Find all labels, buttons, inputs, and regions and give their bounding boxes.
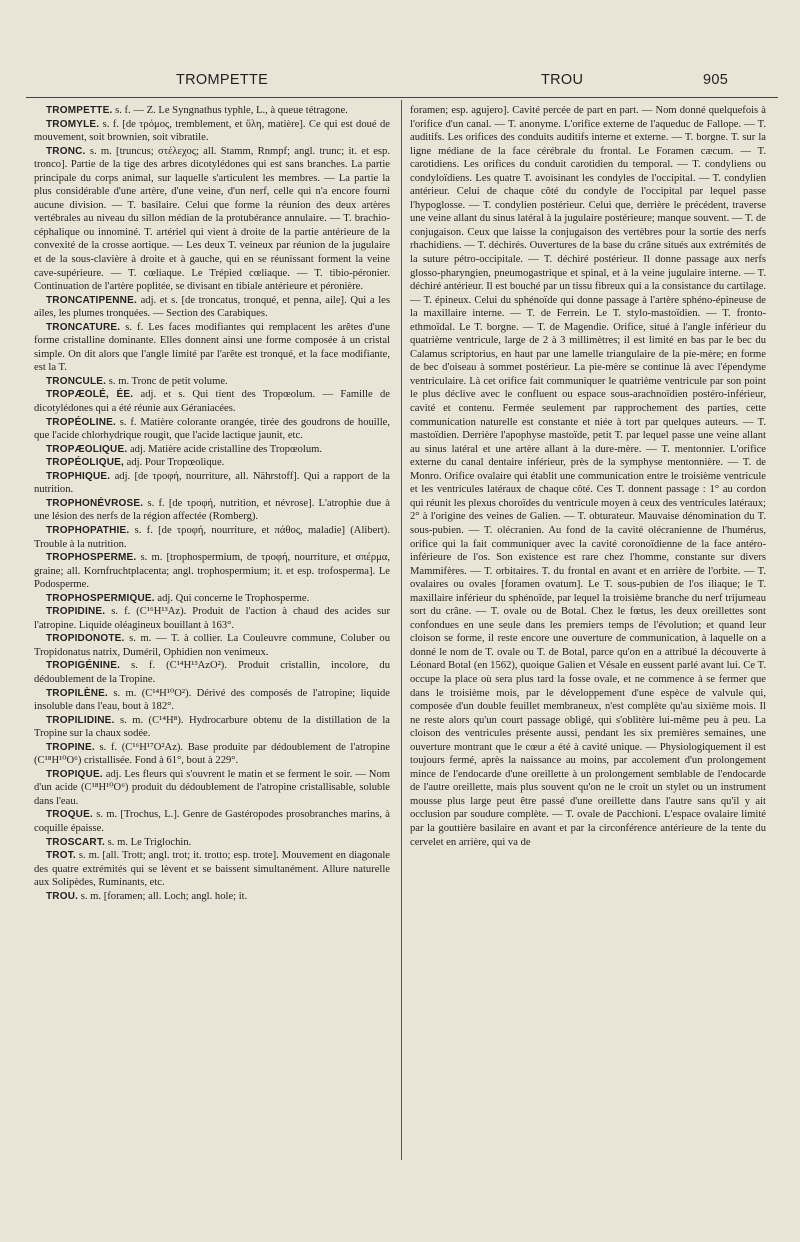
entry-definition: adj. Pour Tropœolique. xyxy=(123,457,225,469)
entry-definition: adj. et s. [de troncatus, tronqué, et penna, aile]. Qui a les ailes, les plumes tronquées. — Section des Carabiques. xyxy=(34,294,390,320)
entry-definition: s. m. (C¹⁴H¹⁰O²). Dérivé des composés de l'atropine; liquide insoluble dans l'eau, bout à 182°. xyxy=(34,687,390,713)
entry-definition: s. m. (C¹⁴H⁸). Hydrocarbure obtenu de la distillation de la Tropine sur la chaux sodée. xyxy=(34,714,390,740)
entry-headword: TROU. xyxy=(46,890,79,902)
header-rule xyxy=(26,97,778,98)
page-number: 905 xyxy=(703,72,729,88)
entry-headword: TROPÉOLIQUE, xyxy=(46,457,124,469)
entry-headword: TROPÆOLIQUE. xyxy=(46,443,128,455)
entry-definition: s. f. (C¹⁶H¹³Az). Produit de l'action à chaud des acides sur l'atropine. Liquide oléagineux bouillant à 163°. xyxy=(34,606,390,631)
column-divider xyxy=(401,100,402,1160)
dictionary-entry xyxy=(34,551,390,592)
entry-definition: s. m. [trophospermium, de τροφή, nourriture, et σπέρμα, graine; all. Kornfruchtplacenta; angl. trophospermium; it. et esp. trofosperma]. Le Podosperme. xyxy=(34,552,390,591)
entry-definition: s. m. [foramen; all. Loch; angl. hole; it. xyxy=(78,890,248,902)
dictionary-entry xyxy=(34,416,390,443)
entry-headword: TROPHONÉVROSE. xyxy=(46,497,144,509)
entry-headword: TROT. xyxy=(46,850,76,862)
entry-headword: TROPIDINE. xyxy=(46,606,106,618)
entry-definition: adj. Les fleurs qui s'ouvrent le matin et se ferment le soir. — Nom d'un acide (C¹⁸H¹⁰O⁶) produit du dédoublement de l'atropine cristallisable, soluble dans l'eau. xyxy=(34,768,390,807)
entry-headword: TROPIGÉNINE. xyxy=(46,660,121,672)
dictionary-entry xyxy=(34,605,390,632)
entry-headword: TROPHOPATHIE. xyxy=(46,524,130,536)
dictionary-entry xyxy=(34,388,390,415)
dictionary-entry xyxy=(34,524,390,551)
dictionary-entry xyxy=(34,470,390,497)
dictionary-entry xyxy=(34,145,390,294)
entry-headword: TROPHOSPERME. xyxy=(46,552,137,564)
entry-headword: TRONCATIPENNE. xyxy=(46,294,137,306)
entry-definition: s. m. — T. à collier. La Couleuvre commune, Coluber ou Tropidonatus natrix, Duméril, Ophidien non venimeux. xyxy=(34,633,390,658)
entry-headword: TROPILÈNE. xyxy=(46,687,109,699)
entry-definition: adj. Matière acide cristalline des Tropœolum. xyxy=(127,443,323,455)
entry-definition: s. m. Tronc de petit volume. xyxy=(106,375,228,387)
entry-headword: TROPHOSPERMIQUE. xyxy=(46,592,155,604)
entry-definition: s. f. [de τρόμος, tremblement, et ὕλη, matière]. Ce qui est doué de mouvement, soit brownien, soit vibratile. xyxy=(34,118,390,144)
entry-headword: TROPHIQUE. xyxy=(46,470,111,482)
dictionary-entry xyxy=(34,714,390,741)
entry-headword: TROPÆOLÉ, ÉE. xyxy=(46,389,134,401)
entry-headword: TROPINE. xyxy=(46,741,95,753)
entry-definition: adj. Qui concerne le Trophosperme. xyxy=(154,592,310,604)
entry-definition: s. f. (C¹⁶H¹⁷O²Az). Base produite par dédoublement de l'atropine (C¹⁸H¹⁰O⁶) cristallisée. Fond à 61°, bout à 229°. xyxy=(34,741,390,767)
dictionary-entry xyxy=(34,659,390,686)
entry-definition: adj. et s. Qui tient des Tropœolum. — Famille de dicotylédones qui a été réunie aux Géraniacées. xyxy=(34,389,390,415)
dictionary-entry xyxy=(34,632,390,659)
entry-headword: TROPIQUE. xyxy=(46,768,103,780)
dictionary-entry xyxy=(34,808,390,835)
right-column xyxy=(410,104,766,849)
entry-headword: TROSCART. xyxy=(46,836,106,848)
dictionary-entry xyxy=(34,443,390,457)
entry-headword: TRONCATURE. xyxy=(46,321,121,333)
dictionary-entry xyxy=(34,456,390,470)
dictionary-entry xyxy=(34,118,390,145)
entry-definition: s. m. Le Triglochin. xyxy=(105,836,192,848)
dictionary-entry xyxy=(34,104,390,118)
entry-headword: TROPILIDINE. xyxy=(46,714,115,726)
left-column xyxy=(34,104,390,903)
dictionary-entry xyxy=(34,890,390,904)
dictionary-entry xyxy=(34,836,390,850)
entry-definition: adj. [de τροφή, nourriture, all. Nährstoff]. Qui a rapport de la nutrition. xyxy=(34,470,390,496)
entry-headword: TROMPETTE. xyxy=(46,105,113,116)
dictionary-entry xyxy=(34,321,390,375)
dictionary-entry xyxy=(34,294,390,321)
dictionary-entry xyxy=(34,592,390,606)
dictionary-entry xyxy=(34,375,390,389)
entry-headword: TROPIDONOTE. xyxy=(46,633,125,645)
header-left-word: TROMPETTE xyxy=(176,72,269,88)
entry-definition: s. f. — Z. Le Syngnathus typhle, L., à queue tétragone. xyxy=(112,105,348,116)
dictionary-entry xyxy=(34,741,390,768)
entry-headword: TROMYLE. xyxy=(46,118,100,130)
dictionary-entry xyxy=(34,497,390,524)
entry-definition: s. m. [truncus; στέλεχος; all. Stamm, Rnmpf; angl. trunc; it. et esp. tronco]. Partie de la tige des arbres dicotylédones qui est sans branches. La partie principale du corps animal, sur laquelle s'articulent les membres. — La partie la plus considérable d'une artère, d'une veine, d'un nerf, celle qui n'a encore fourni aucune division. — T. basilaire. Celui que forme la réunion des deux artères vertébrales au niveau du sillon médian de la protubérance annulaire. — T. brachio-céphalique ou innominé. T. artériel qui vient à droite de la partie antérieure de la convexité de la crosse aortique. — Les deux T. veineux par réunion de la jugulaire et de la sous-clavière à droite et à gauche, qui en se réunissant forment la veine cave-supérieure. — T. cœliaque. Le Trépied cœliaque. — T. tibio-péronier. Continuation de l'artère poplitée, se divisant en tibiale antérieure et péronière. xyxy=(34,145,390,293)
entry-headword: TROPÉOLINE. xyxy=(46,416,116,428)
entry-definition: s. f. Matière colorante orangée, tirée des goudrons de houille, que l'acide chlorhydrique rougit, que l'acide lactique jaunit, etc. xyxy=(34,416,390,442)
entry-headword: TRONCULE. xyxy=(46,375,107,387)
dictionary-entry xyxy=(34,849,390,890)
running-header xyxy=(0,72,800,92)
entry-definition: s. m. [Trochus, L.]. Genre de Gastéropodes prosobranches marins, à coquille épaisse. xyxy=(34,809,390,834)
entry-definition: s. f. (C¹⁴H¹³AzO²). Produit cristallin, incolore, du dédoublement de la Tropine. xyxy=(34,660,390,685)
entry-definition: s. m. [all. Trott; angl. trot; it. trotto; esp. trote]. Mouvement en diagonale des quatre extrémités qui se lèvent et se baissent simultanément. Allure naturelle aux Solipèdes, Ruminants, etc. xyxy=(34,850,390,889)
entry-headword: TRONC. xyxy=(46,145,86,157)
entry-headword: TROQUE. xyxy=(46,809,93,821)
dictionary-entry xyxy=(34,768,390,809)
dictionary-entry xyxy=(34,687,390,714)
entry-definition: s. f. Les faces modifiantes qui remplacent les arêtes d'une forme cristalline dominante. Elles donnent ainsi une forme composée à un cristal simple. On dit alors que l'angle limité par l'arête est tronqué, et la face modifiante, est la T. xyxy=(34,321,390,374)
entry-continuation: foramen; esp. agujero]. Cavité percée de part en part. — Nom donné quelquefois à l'orifice d'un canal. — T. anonyme. L'orifice externe de l'aqueduc de Fallope. — T. auditifs. Les orifices des conduits auditifs interne et externe. — T. borgne. T. sur la ligne médiane de la face cérébrale du frontal. Le Foramen cæcum. — T. carotidiens. Les orifices du conduit carotidien du temporal. — T. condyliens ou condyloïdiens. Les quatre T. avoisinant les condyles de l'occipital. — T. condylien antérieur. Celui de chaque côté du condyle de l'occipital par lequel passe l'hypoglosse. — T. condylien postérieur. Celui que, derrière le précédent, traverse une veine allant du sinus latéral à la jugulaire postérieure; manque souvent. — T. de conjugaison. Ceux que laisse la conjugaison des vertèbres pour la sortie des nerfs rhachidiens. — T. déchirés. Ouvertures de la base du crâne situés aux extrémités de la suture pétro-occipitale. — T. déchiré postérieur. Il donne passage aux nerfs glosso-pharyngien, pneumogastrique et spinal, et à la veine jugulaire interne. — T. déchiré antérieur. Il est bouché par un tissu fibreux qui a la consistance du cartilage. — T. épineux. Celui du sphénoïde qui donne passage à l'artère sphéno-épineuse de la maxillaire interne. — T. de Ferrein. Le T. stylo-mastoïdien. — T. fronto-ethmoïdal. Le T. borgne. — T. de Magendie. Orifice, situé à l'angle inférieur du quatrième ventricule, large de 2 à 3 millimètres; il est limité en bas par le bec du Calamus scriptorius, en haut par une lamelle triangulaire de la pie-mère; en forme de bec d'oiseau à sommet postérieur. La pie-mère se continue là avec l'épendyme ventriculaire. Là cet orifice fait communiquer le quatrième ventricule par son point le plus déclive avec le confluent ou espace sous-arachnoïdien postéro-inférieur, cavité et contenu. Fermée seulement par rapprochement des parties, cette communication naturelle est constante et niée à tort par quelques auteurs. — T. mastoïdien. Derrière l'apophyse mastoïde, petit T. par lequel passe une veine allant au sinus latéral et une artère allant à la dure-mère. — T. mentonnier. L'orifice externe du canal dentaire inférieur, près de la symphyse mentonnière. — T. de Monro. Orifice ovalaire qui établit une communication entre le troisième ventricule et les ventricules latéraux de chaque côté. Ces T. donnent passage : 1° au cordon qui réunit les plexus choroïdes du ventricule moyen à ceux des ventricules latéraux; 2° à l'origine des veines de Galien. — T. obturateur. Mauvaise dénomination du T. sous-pubien. — T. olécranien. Au fond de la cavité olécranienne de l'humérus, orifice qui la fait communiquer avec la cavité coronoïdienne de la face antéro-inférieure de l'os. Son existence est rare chez l'homme, constante sur divers Mammifères. — T. orbitaires. T. du frontal en avant et en arrière de l'orbite. — T. ovalaires ou ovales [foramen ovatum]. Le T. sous-pubien de l'os iliaque; le T. maxillaire inférieur du sphénoïde, par lequel la troisième branche du nerf trijumeau sort du crâne. — T. ovale ou de Botal. Chez le fœtus, les deux oreillettes sont confondues en une seule dans les premiers temps de l'évolution; et quand leur cloison se forme, il reste encore une ouverture de communication, à laquelle on a donné le nom de T. ovale ou T. de Botal, parce qu'on en a attribué la découverte à Léonard Botal (en 1562), quoique Galien et Vésale en eussent parlé avant lui. Ce T. occupe la place où sera plus tard la fosse ovale, et ne commence à se fermer que dans le troisième mois, par le développement d'une espèce de valvule qui, composée d'un double feuillet membraneux, n'est complète qu'au sixième mois. Il ne reste alors qu'un court passage obligé, qui s'oblitère lui-même peu à peu. La cloison des ventricules présente aussi, pendant les six premières semaines, une ouverture montrant que le cœur a été à cavité unique. — Physiologiquement il est toujours fermé, après la naissance au moins, par accolement d'un prolongement mince de l'endocarde d'une oreillette à un prolongement semblable de l'endocarde de l'autre oreillette, mais plus souvent qu'on ne le croit un stylet ou un instrument mousse plus large peut être passé d'une oreillette dans l'autre sans qu'il y ait occlusion par soudure complète. — T. ovale de Pacchioni. L'espace ovalaire limité par la gouttière basilaire en avant et par la circonférence antérieure de la tente du cervelet en arrière, qui va de xyxy=(410,105,766,848)
header-right-word: TROU xyxy=(541,72,584,88)
entry-definition: s. f. [de τροφή, nutrition, et névrose]. L'atrophie due à une lésion des nerfs de la région affectée (Romberg). xyxy=(34,497,390,523)
entry-definition: s. f. [de τροφή, nourriture, et πάθος, maladie] (Alibert). Trouble à la nutrition. xyxy=(34,524,390,550)
